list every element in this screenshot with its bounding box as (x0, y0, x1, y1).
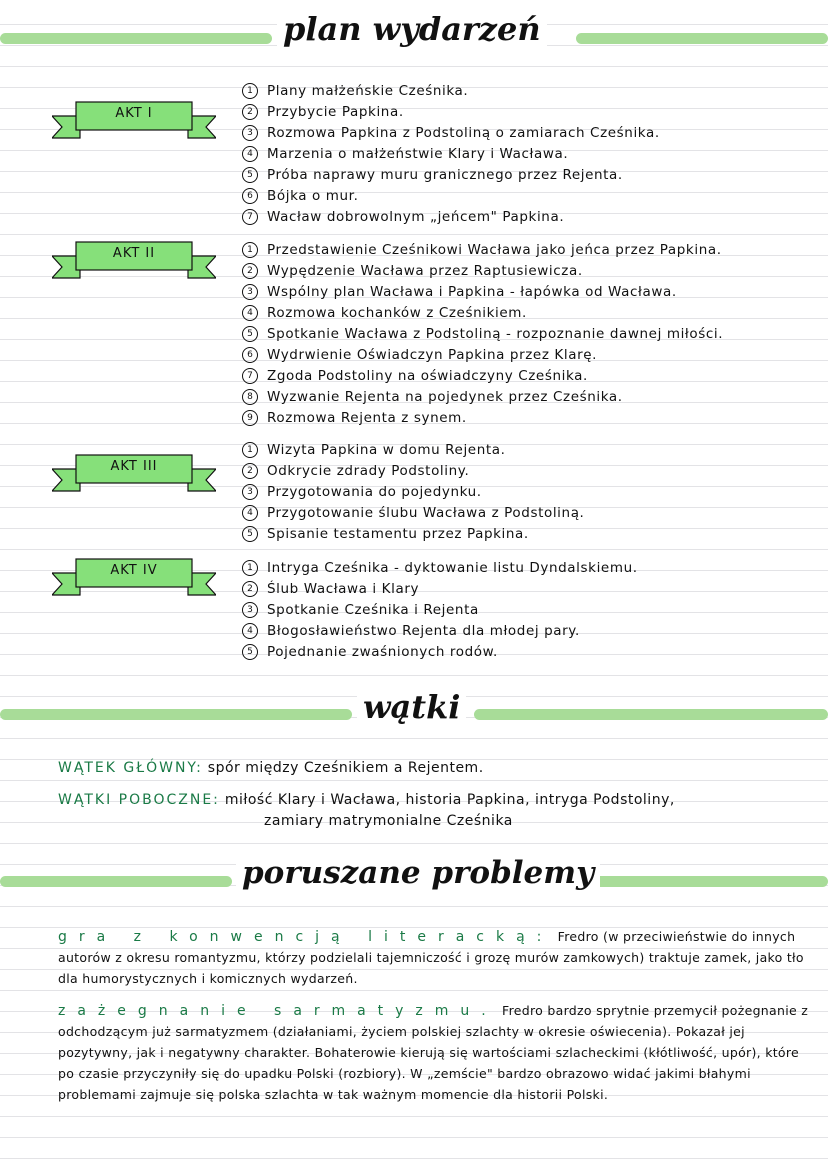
event-text: Przybycie Papkina. (267, 104, 404, 120)
list-item (242, 408, 723, 429)
number-badge: 1 (242, 83, 258, 99)
title-bar-left (0, 709, 352, 720)
main-thread-text: spór między Cześnikiem a Rejentem. (207, 760, 484, 776)
number-badge: 5 (242, 326, 258, 342)
act-3-ribbon (52, 453, 216, 493)
event-text: Rozmowa kochanków z Cześnikiem. (267, 305, 527, 321)
act-4-label: AKT IV (110, 563, 158, 578)
list-item (242, 524, 584, 545)
event-text: Pojednanie zwaśnionych rodów. (267, 644, 498, 660)
number-badge: 8 (242, 389, 258, 405)
number-badge: 1 (242, 242, 258, 258)
number-badge: 3 (242, 602, 258, 618)
list-item (242, 165, 660, 186)
number-badge: 2 (242, 263, 258, 279)
number-badge: 4 (242, 305, 258, 321)
problemy-title: poruszane problemy (236, 855, 600, 891)
number-badge: 1 (242, 442, 258, 458)
plan-title: plan wydarzeń (277, 10, 547, 48)
list-item (242, 81, 660, 102)
list-item (242, 123, 660, 144)
event-text: Wypędzenie Wacława przez Raptusiewicza. (267, 263, 583, 279)
list-item (242, 600, 638, 621)
act-1-events (242, 81, 660, 228)
number-badge: 7 (242, 368, 258, 384)
list-item (242, 345, 723, 366)
number-badge: 5 (242, 526, 258, 542)
list-item (242, 186, 660, 207)
side-threads-text-2: zamiary matrymonialne Cześnika (264, 813, 513, 829)
event-text: Zgoda Podstoliny na oświadczyny Cześnika. (267, 368, 588, 384)
number-badge: 3 (242, 284, 258, 300)
event-text: Bójka o mur. (267, 188, 359, 204)
list-item (242, 579, 638, 600)
event-text: Przygotowania do pojedynku. (267, 484, 482, 500)
number-badge: 3 (242, 125, 258, 141)
problem-1-heading: gra z konwencją literacką: (58, 929, 554, 945)
act-4-ribbon (52, 557, 216, 597)
number-badge: 5 (242, 644, 258, 660)
event-text: Spotkanie Wacława z Podstoliną - rozpoznanie dawnej miłości. (267, 326, 724, 342)
title-bar-left (0, 33, 272, 44)
list-item (242, 261, 723, 282)
event-text: Błogosławieństwo Rejenta dla młodej pary. (267, 623, 580, 639)
number-badge: 2 (242, 104, 258, 120)
problem-2 (58, 1001, 813, 1106)
event-text: Przygotowanie ślubu Wacława z Podstoliną. (267, 505, 585, 521)
title-bar-left (0, 876, 232, 887)
event-text: Wspólny plan Wacława i Papkina - łapówka od Wacława. (267, 284, 677, 300)
list-item (242, 207, 660, 228)
act-2-label: AKT II (112, 246, 156, 261)
number-badge: 4 (242, 146, 258, 162)
act-3-events (242, 440, 584, 545)
list-item (242, 324, 723, 345)
event-text: Ślub Wacława i Klary (267, 581, 420, 597)
title-bar-right (590, 876, 828, 887)
event-text: Wydrwienie Oświadczyn Papkina przez Klarę. (267, 347, 598, 363)
event-text: Wacław dobrowolnym „jeńcem" Papkina. (267, 209, 565, 225)
list-item (242, 642, 638, 663)
act-3-label: AKT III (110, 459, 158, 474)
act-1-ribbon (52, 100, 216, 140)
list-item (242, 440, 584, 461)
event-text: Wyzwanie Rejenta na pojedynek przez Cześnika. (267, 389, 623, 405)
side-threads-text-1: miłość Klary i Wacława, historia Papkina, intryga Podstoliny, (224, 792, 675, 808)
number-badge: 2 (242, 463, 258, 479)
side-threads (58, 792, 675, 808)
list-item (242, 144, 660, 165)
list-item (242, 282, 723, 303)
event-text: Odkrycie zdrady Podstoliny. (267, 463, 470, 479)
act-2-events (242, 240, 723, 429)
title-bar-right (474, 709, 828, 720)
problem-1 (58, 927, 813, 990)
number-badge: 4 (242, 505, 258, 521)
problem-2-text: Fredro bardzo sprytnie przemycił pożegnanie z odchodzącym już sarmatyzmem (działaniami, życiem polskiej szlachty w okresie oświecenia). Pokazał jej pozytywny, jak i negatywny charakter. Bohaterowie kierują się wartościami szlacheckimi (kłótliwość, upór), które po czasie przyczyniły się do upadku Polski (rozbiory). W „zemście" bardzo obrazowo widać jakimi błahymi problemami zajmuje się polska szlachta w tak ważnym momencie dla historii Polski. (58, 1003, 809, 1102)
number-badge: 3 (242, 484, 258, 500)
act-1-label: AKT I (115, 106, 153, 121)
act-2-ribbon (52, 240, 216, 280)
title-bar-right (576, 33, 828, 44)
side-threads-cont (264, 813, 513, 829)
list-item (242, 503, 584, 524)
event-text: Przedstawienie Cześnikowi Wacława jako jeńca przez Papkina. (267, 242, 722, 258)
number-badge: 7 (242, 209, 258, 225)
number-badge: 2 (242, 581, 258, 597)
event-text: Wizyta Papkina w domu Rejenta. (267, 442, 506, 458)
number-badge: 9 (242, 410, 258, 426)
act-4-events (242, 558, 638, 663)
list-item (242, 621, 638, 642)
problem-2-heading: zażegnanie sarmatyzmu. (58, 1003, 498, 1019)
watki-title: wątki (357, 688, 466, 726)
list-item (242, 240, 723, 261)
problem-1-text: Fredro (w przeciwieństwie do innych autorów z okresu romantyzmu, którzy podzielali tajemniczość i grozę murów zamkowych) traktuje zamek, jako tło dla humorystycznych i komicznych wydarzeń. (58, 929, 804, 986)
event-text: Rozmowa Papkina z Podstoliną o zamiarach Cześnika. (267, 125, 660, 141)
number-badge: 5 (242, 167, 258, 183)
event-text: Rozmowa Rejenta z synem. (267, 410, 467, 426)
number-badge: 6 (242, 188, 258, 204)
list-item (242, 461, 584, 482)
event-text: Próba naprawy muru granicznego przez Rejenta. (267, 167, 623, 183)
event-text: Plany małżeńskie Cześnika. (267, 83, 469, 99)
number-badge: 1 (242, 560, 258, 576)
main-thread (58, 760, 484, 776)
list-item (242, 482, 584, 503)
list-item (242, 558, 638, 579)
event-text: Marzenia o małżeństwie Klary i Wacława. (267, 146, 569, 162)
event-text: Spotkanie Cześnika i Rejenta (267, 602, 479, 618)
number-badge: 4 (242, 623, 258, 639)
event-text: Spisanie testamentu przez Papkina. (267, 526, 529, 542)
list-item (242, 387, 723, 408)
list-item (242, 366, 723, 387)
list-item (242, 303, 723, 324)
event-text: Intryga Cześnika - dyktowanie listu Dyndalskiemu. (267, 560, 638, 576)
side-threads-label: WĄTKI POBOCZNE: (58, 792, 220, 808)
main-thread-label: WĄTEK GŁÓWNY: (58, 760, 203, 776)
list-item (242, 102, 660, 123)
number-badge: 6 (242, 347, 258, 363)
